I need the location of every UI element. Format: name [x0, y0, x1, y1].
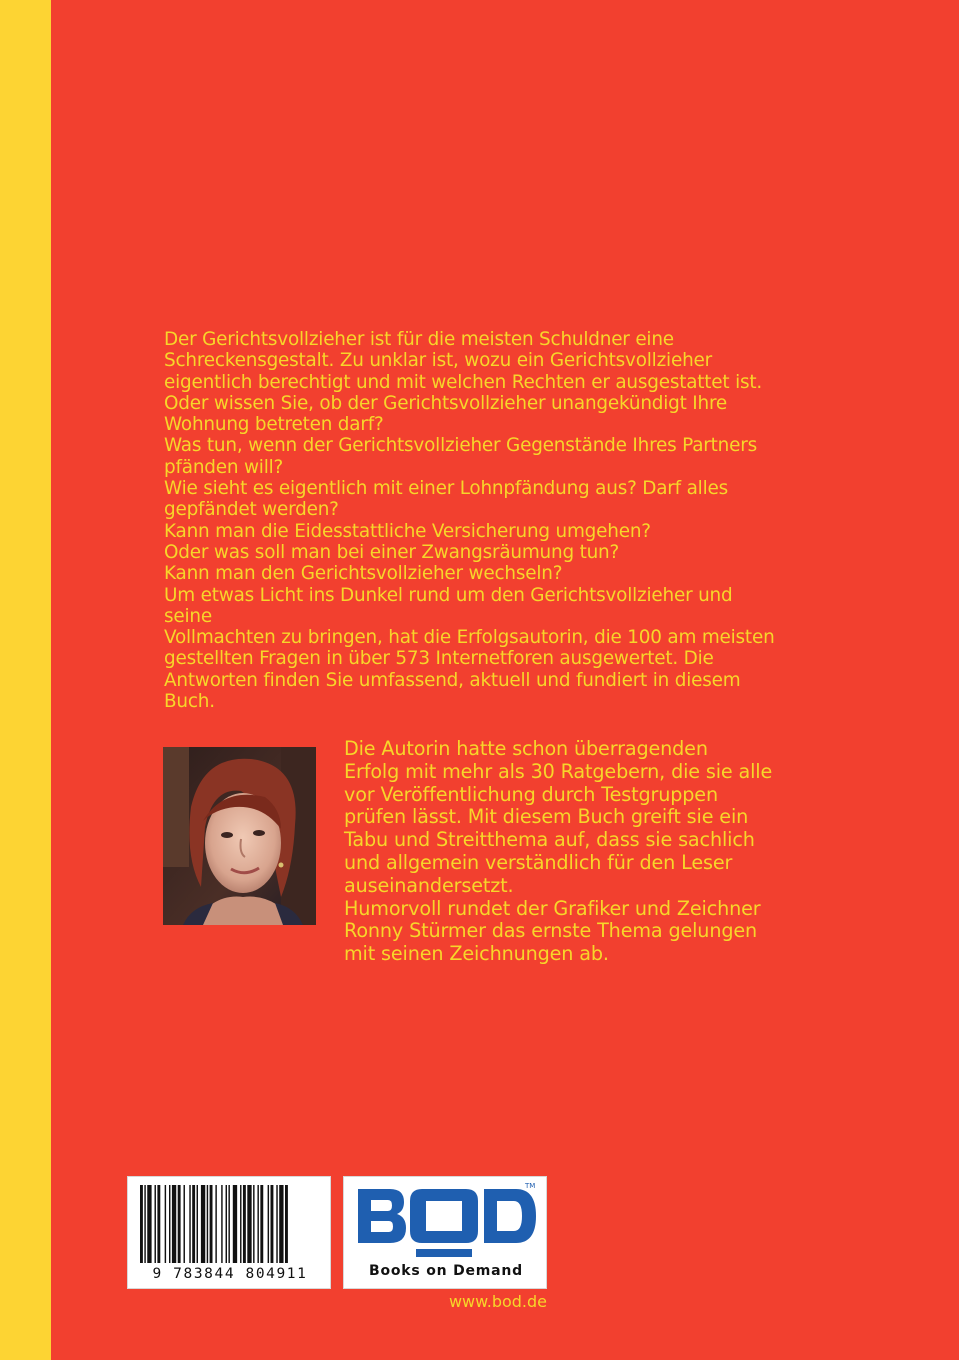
author-line: mit seinen Zeichnungen ab. [344, 942, 609, 966]
barcode-bar [144, 1185, 145, 1263]
barcode-bar [268, 1185, 269, 1263]
barcode-bar [279, 1185, 283, 1263]
author-bio [344, 738, 800, 966]
barcode-bar [233, 1185, 237, 1263]
barcode-bar [172, 1185, 176, 1263]
barcode-bars [128, 1177, 332, 1267]
book-spine [0, 0, 51, 1360]
barcode-bar [157, 1185, 160, 1263]
blurb-line: seine [164, 605, 212, 627]
barcode-bar [201, 1185, 205, 1263]
blurb-line: Der Gerichtsvollzieher ist für die meisten Schuldner eine [164, 329, 674, 350]
barcode-bar [197, 1185, 198, 1263]
barcode-bar [221, 1185, 222, 1263]
barcode-bar [169, 1185, 170, 1263]
barcode-bar [257, 1185, 258, 1263]
barcode-bar [165, 1185, 166, 1263]
publisher-url: www.bod.de [448, 1292, 547, 1311]
blurb-line: Vollmachten zu bringen, hat die Erfolgsautorin, die 100 am meisten [164, 627, 775, 649]
author-photo [163, 747, 316, 925]
author-portrait-image [163, 747, 316, 925]
blurb-line: Schreckensgestalt. Zu unklar ist, wozu ein Gerichtsvollzieher [164, 350, 713, 372]
barcode-bar [155, 1185, 156, 1263]
barcode-bar [276, 1185, 277, 1263]
blurb-line: Was tun, wenn der Gerichtsvollzieher Gegenstände Ihres Partners [164, 435, 757, 457]
barcode-bar [210, 1185, 213, 1263]
barcode-bar [226, 1185, 227, 1263]
barcode-bar [147, 1185, 151, 1263]
book-blurb [164, 329, 796, 712]
barcode-bar [253, 1185, 254, 1263]
publisher-tagline: Books on Demand [368, 1263, 524, 1279]
blurb-line: Wie sieht es eigentlich mit einer Lohnpfändung aus? Darf alles [164, 478, 728, 500]
author-line: Erfolg mit mehr als 30 Ratgebern, die sie alle [344, 759, 773, 783]
blurb-line: Oder was soll man bei einer Zwangsräumung tun? [164, 541, 620, 563]
author-line: Die Autorin hatte schon überragenden [344, 737, 708, 760]
barcode-bar [271, 1185, 274, 1263]
trademark-label: TM [525, 1182, 536, 1190]
blurb-line: gepfändet werden? [164, 499, 339, 521]
blurb-line: Kann man die Eidesstattliche Versicherung umgehen? [164, 520, 651, 542]
blurb-line: Um etwas Licht ins Dunkel rund um den Gerichtsvollzieher und [164, 584, 733, 606]
barcode-bar [247, 1185, 251, 1263]
author-line: und allgemein verständlich für den Leser [344, 850, 733, 874]
blurb-line: Kann man den Gerichtsvollzieher wechseln? [164, 563, 563, 585]
author-line: Ronny Stürmer das ernste Thema gelungen [344, 919, 758, 943]
publisher-logo [343, 1176, 547, 1289]
barcode-bar [192, 1185, 195, 1263]
bod-logo-icon [344, 1177, 548, 1267]
author-line: Tabu und Streitthema auf, dass sie sachlich [344, 828, 755, 852]
barcode-bar [140, 1185, 143, 1263]
barcode-bar [240, 1185, 241, 1263]
barcode-bar [285, 1185, 288, 1263]
blurb-line: eigentlich berechtigt und mit welchen Rechten er ausgestattet ist. [164, 371, 763, 393]
blurb-line: Wohnung betreten darf? [164, 414, 384, 436]
blurb-line: gestellten Fragen in über 573 Internetforen ausgewertet. Die [164, 648, 714, 670]
barcode-bar [260, 1185, 263, 1263]
barcode-bar [228, 1185, 229, 1263]
blurb-line: pfänden will? [164, 456, 284, 478]
barcode-bar [215, 1185, 216, 1263]
barcode-bar [178, 1185, 181, 1263]
isbn-number: 9 783844 804911 [152, 1266, 308, 1282]
barcode-bar [207, 1185, 208, 1263]
blurb-line: Oder wissen Sie, ob der Gerichtsvollzieher unangekündigt Ihre [164, 392, 728, 414]
barcode-bar [184, 1185, 185, 1263]
author-line: auseinandersetzt. [344, 873, 514, 897]
author-line: prüfen lässt. Mit diesem Buch greift sie ein [344, 805, 749, 829]
barcode-bar [243, 1185, 246, 1263]
blurb-line: Buch. [164, 691, 215, 713]
blurb-line: Antworten finden Sie umfassend, aktuell und fundiert in diesem [164, 669, 741, 691]
isbn-barcode [127, 1176, 331, 1289]
author-line: Humorvoll rundet der Grafiker und Zeichner [344, 896, 761, 920]
barcode-bar [189, 1185, 190, 1263]
author-line: vor Veröffentlichung durch Testgruppen [344, 782, 718, 806]
